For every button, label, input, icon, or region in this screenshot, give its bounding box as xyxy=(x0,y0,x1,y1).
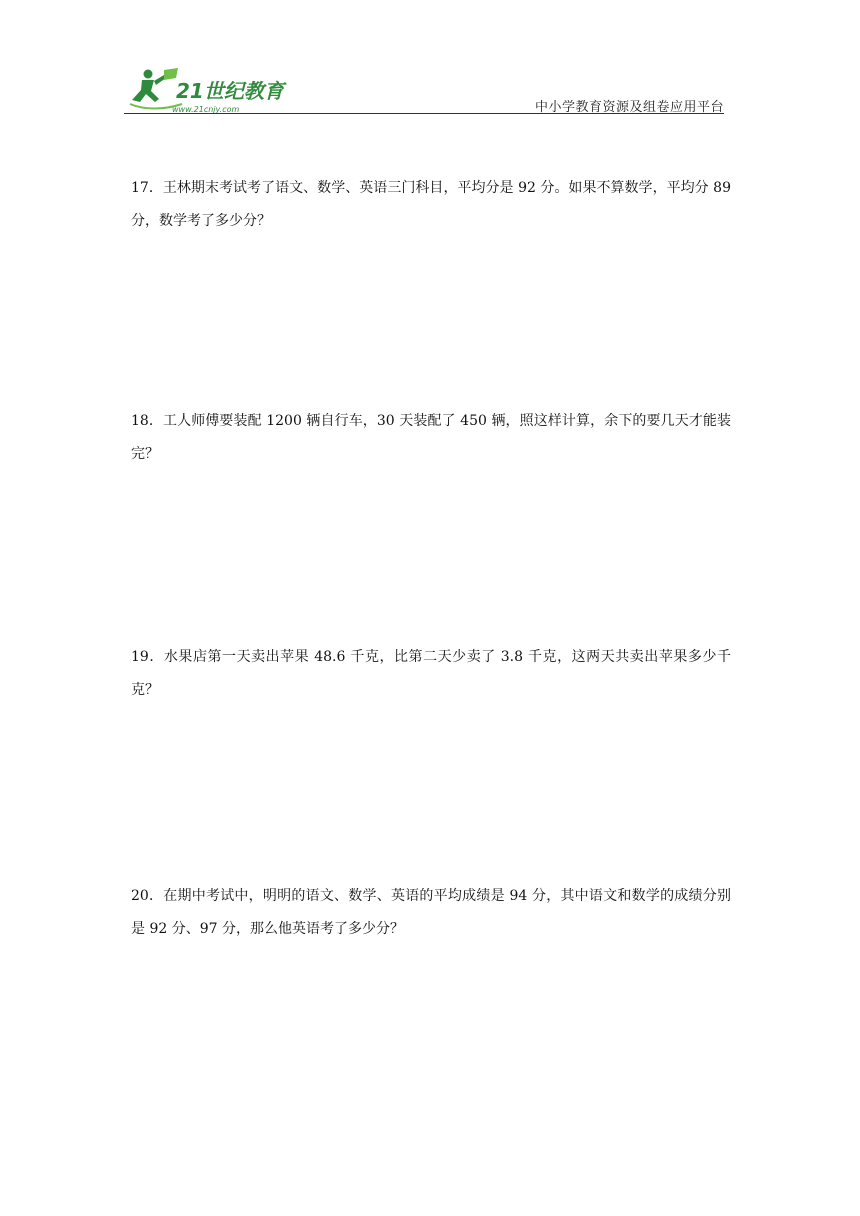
page-header xyxy=(124,66,724,118)
logo-text: 21世纪教育 xyxy=(176,79,284,103)
question-19: 19．水果店第一天卖出苹果 48.6 千克，比第二天少卖了 3.8 千克，这两天共卖出苹果多少千克？ xyxy=(131,649,731,698)
question-17: 17．王林期末考试考了语文、数学、英语三门科目，平均分是 92 分。如果不算数学，平均分 89 分，数学考了多少分？ xyxy=(131,180,731,229)
runner-logo-icon xyxy=(124,66,294,118)
header-divider xyxy=(124,113,724,114)
question-20: 20．在期中考试中，明明的语文、数学、英语的平均成绩是 94 分，其中语文和数学的成绩分别是 92 分、97 分，那么他英语考了多少分？ xyxy=(131,888,731,937)
platform-label: 中小学教育资源及组卷应用平台 xyxy=(534,100,724,115)
question-18: 18．工人师傅要装配 1200 辆自行车，30 天装配了 450 辆，照这样计算，余下的要几天才能装完？ xyxy=(131,413,731,462)
logo-url-text: www.21cnjy.com xyxy=(172,105,240,114)
site-logo xyxy=(124,66,294,118)
